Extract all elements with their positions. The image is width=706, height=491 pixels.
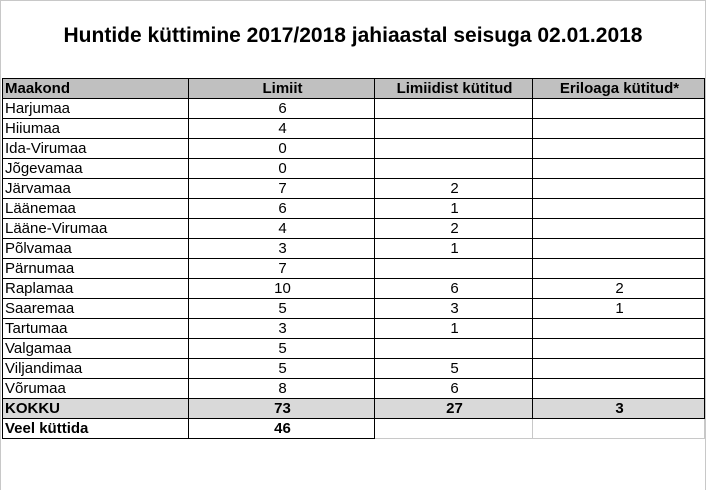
table-row [3,219,705,239]
special-cell [533,359,705,379]
county-cell: Jõgevamaa [3,159,189,179]
culled-cell [375,159,533,179]
table-row [3,379,705,399]
limit-cell: 6 [189,199,375,219]
limit-cell: 7 [189,259,375,279]
culled-cell [375,119,533,139]
table-row [3,239,705,259]
limit-cell: 5 [189,299,375,319]
remaining-label: Veel küttida [3,419,189,439]
total-culled: 27 [375,399,533,419]
table-row [3,119,705,139]
limit-cell: 4 [189,219,375,239]
special-cell [533,139,705,159]
wolf-culling-table [2,78,705,439]
culled-cell [375,259,533,279]
culled-cell [375,139,533,159]
county-cell: Viljandimaa [3,359,189,379]
total-limit: 73 [189,399,375,419]
table-row [3,319,705,339]
limit-cell: 3 [189,319,375,339]
culled-cell [375,99,533,119]
county-cell: Harjumaa [3,99,189,119]
culled-cell: 2 [375,179,533,199]
culled-cell: 1 [375,239,533,259]
county-cell: Pärnumaa [3,259,189,279]
culled-cell: 2 [375,219,533,239]
county-cell: Hiiumaa [3,119,189,139]
county-cell: Võrumaa [3,379,189,399]
special-cell: 1 [533,299,705,319]
page-title: Huntide küttimine 2017/2018 jahiaastal seisuga 02.01.2018 [63,24,643,47]
special-cell [533,259,705,279]
special-cell [533,199,705,219]
header-limit: Limiit [189,79,375,99]
county-cell: Järvamaa [3,179,189,199]
total-label: KOKKU [3,399,189,419]
special-cell [533,119,705,139]
culled-cell: 6 [375,279,533,299]
limit-cell: 5 [189,359,375,379]
special-cell [533,179,705,199]
culled-cell [375,339,533,359]
county-cell: Saaremaa [3,299,189,319]
special-cell [533,159,705,179]
limit-cell: 10 [189,279,375,299]
table-row [3,179,705,199]
limit-cell: 4 [189,119,375,139]
table-row [3,199,705,219]
county-cell: Läänemaa [3,199,189,219]
limit-cell: 6 [189,99,375,119]
table-row [3,299,705,319]
county-cell: Raplamaa [3,279,189,299]
total-row [3,399,705,419]
table-row [3,339,705,359]
county-cell: Lääne-Virumaa [3,219,189,239]
empty-cell [375,419,533,439]
limit-cell: 5 [189,339,375,359]
table-row [3,359,705,379]
header-culled-special-permit: Eriloaga kütitud* [533,79,705,99]
table-header-row [3,79,705,99]
total-special: 3 [533,399,705,419]
remaining-row [3,419,705,439]
county-cell: Valgamaa [3,339,189,359]
empty-cell [533,419,705,439]
special-cell [533,219,705,239]
table-row [3,279,705,299]
culled-cell: 5 [375,359,533,379]
county-cell: Põlvamaa [3,239,189,259]
culled-cell: 3 [375,299,533,319]
table-row [3,99,705,119]
table-row [3,159,705,179]
culled-cell: 1 [375,199,533,219]
remaining-limit: 46 [189,419,375,439]
table-row [3,259,705,279]
limit-cell: 0 [189,159,375,179]
special-cell: 2 [533,279,705,299]
limit-cell: 0 [189,139,375,159]
limit-cell: 3 [189,239,375,259]
culled-cell: 1 [375,319,533,339]
county-cell: Ida-Virumaa [3,139,189,159]
county-cell: Tartumaa [3,319,189,339]
limit-cell: 8 [189,379,375,399]
special-cell [533,339,705,359]
culled-cell: 6 [375,379,533,399]
special-cell [533,239,705,259]
table-row [3,139,705,159]
limit-cell: 7 [189,179,375,199]
special-cell [533,379,705,399]
special-cell [533,99,705,119]
header-culled-from-limit: Limiidist kütitud [375,79,533,99]
special-cell [533,319,705,339]
header-county: Maakond [3,79,189,99]
